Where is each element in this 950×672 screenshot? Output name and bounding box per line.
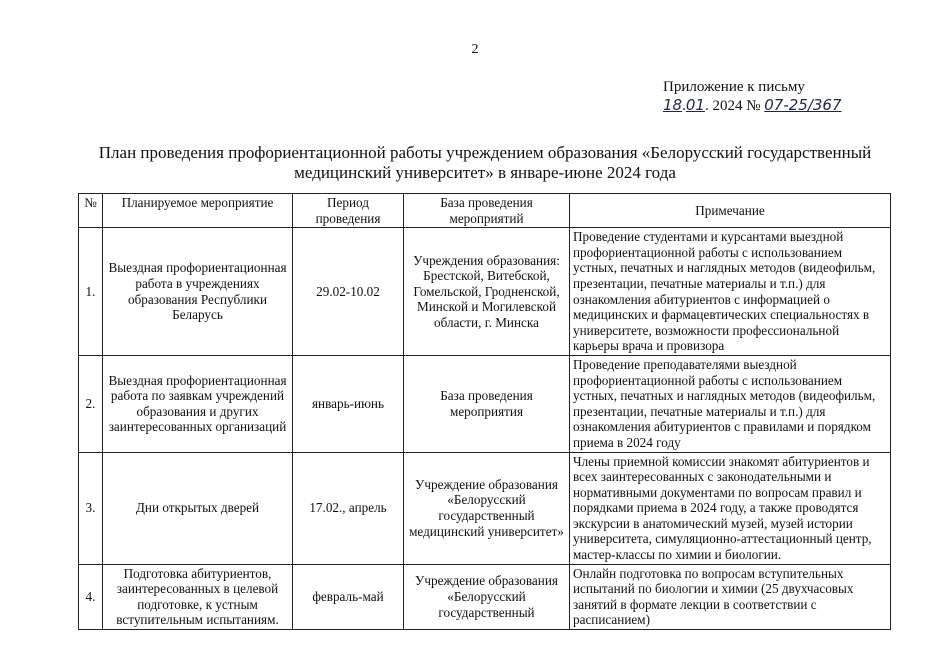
row-period: 17.02., апрель — [293, 452, 404, 564]
row-note: Онлайн подготовка по вопросам вступительных испытаний по биологии и химии (25 двухчасовых занятий в формате лекции в соответствии с расписанием) — [570, 564, 891, 629]
appendix-title: Приложение к письму — [663, 79, 805, 95]
row-period: январь-июнь — [293, 355, 404, 452]
appendix-reference — [663, 96, 923, 115]
header-event: Планируемое мероприятие — [103, 194, 293, 228]
header-base: База проведения мероприятий — [404, 194, 570, 228]
row-base: Учреждение образования «Белорусский государственный — [404, 564, 570, 629]
row-base: Учреждение образования «Белорусский государственный медицинский университет» — [404, 452, 570, 564]
table-row — [79, 228, 891, 356]
row-event: Выездная профориентационная работа по заявкам учреждений образования и других заинтересованных организаций — [103, 355, 293, 452]
row-note: Члены приемной комиссии знакомят абитуриентов и всех заинтересованных с законодательными и нормативными документами по вопросам правил и порядками приема в 2024 году, а также проводятся экскурсии в анатомический музей, музей истории университета, симуляционно-аттестационный центр, мастер-классы по химии и биологии. — [570, 452, 891, 564]
row-event: Дни открытых дверей — [103, 452, 293, 564]
row-period: февраль-май — [293, 564, 404, 629]
row-number: 2. — [79, 355, 103, 452]
row-note: Проведение преподавателями выездной профориентационной работы с использованием устных, печатных и наглядных методов (видеофильм, презентации, печатные материалы и т.п.) для ознакомления абитуриентов с правилами и порядком приема в 2024 году — [570, 355, 891, 452]
year-and-number-label: . 2024 № — [704, 98, 761, 114]
table-row — [79, 355, 891, 452]
row-event: Выездная профориентационная работа в учреждениях образования Республики Беларусь — [103, 228, 293, 356]
table-row — [79, 452, 891, 564]
handwritten-month: 01 — [685, 96, 705, 114]
table-row — [79, 564, 891, 629]
row-note: Проведение студентами и курсантами выездной профориентационной работы с использованием устных, печатных и наглядных методов (видеофильм, презентации, печатные материалы и т.п.) для ознакомления абитуриентов с информацией о медицинских и фармацевтических специальностях в университете, возможности профессиональной карьеры врача и провизора — [570, 228, 891, 356]
row-number: 3. — [79, 452, 103, 564]
header-number: № — [79, 194, 103, 228]
page-number: 2 — [471, 42, 479, 57]
date-separator: . — [682, 98, 686, 114]
appendix-block — [663, 78, 923, 115]
table-header-row — [79, 194, 891, 228]
row-base: Учреждения образования: Брестской, Витебской, Гомельской, Гродненской, Минской и Могилевской области, г. Минска — [404, 228, 570, 356]
row-period: 29.02-10.02 — [293, 228, 404, 356]
plan-table — [78, 193, 891, 630]
row-event: Подготовка абитуриентов, заинтересованных в целевой подготовке, к устным вступительным испытаниям. — [103, 564, 293, 629]
handwritten-day: 18 — [663, 96, 683, 114]
handwritten-document-number: 07-25/367 — [764, 96, 842, 114]
row-number: 4. — [79, 564, 103, 629]
header-note: Примечание — [570, 194, 891, 228]
document-title: План проведения профориентационной работы учреждением образования «Белорусский государственный медицинский университет» в январе-июне 2024 года — [98, 143, 872, 182]
row-base: База проведения мероприятия — [404, 355, 570, 452]
row-number: 1. — [79, 228, 103, 356]
header-period: Период проведения — [293, 194, 404, 228]
